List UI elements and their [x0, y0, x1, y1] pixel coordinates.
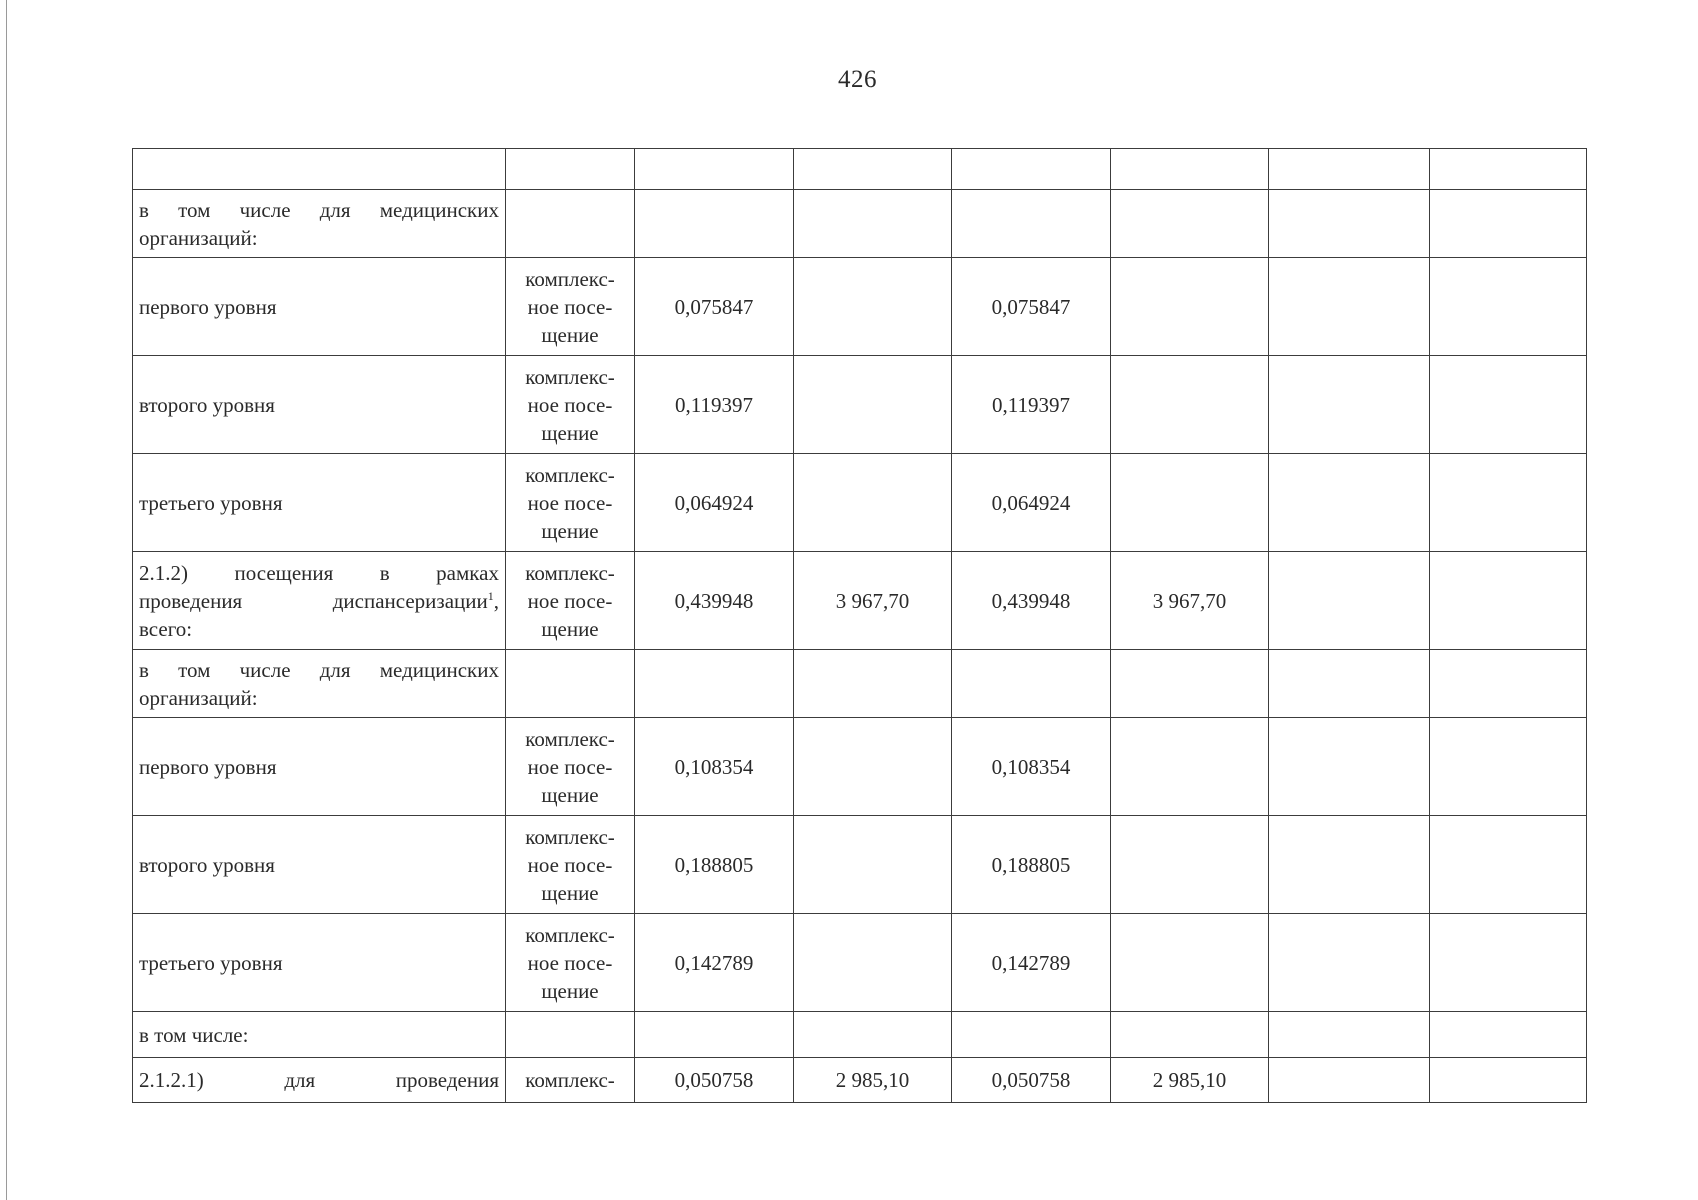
cell-value: [1430, 149, 1587, 190]
cell-value: [635, 149, 794, 190]
cell-value: 0,439948: [952, 552, 1111, 650]
unit-line: комплекс-: [525, 824, 615, 849]
cell-value: [1430, 454, 1587, 552]
cell-value: [1430, 650, 1587, 718]
cell-value: 0,075847: [952, 258, 1111, 356]
cell-value: [794, 454, 952, 552]
row-label-line: [139, 587, 499, 615]
cell-value: [794, 149, 952, 190]
cell-unit: [506, 1012, 635, 1058]
unit-line: комплекс-: [525, 922, 615, 947]
cell-value: [794, 190, 952, 258]
cell-unit: [506, 816, 635, 914]
unit-line: щение: [541, 616, 599, 641]
table-row: [133, 816, 1587, 914]
cell-value: [1430, 190, 1587, 258]
cell-value: 0,119397: [952, 356, 1111, 454]
cell-value: 0,075847: [635, 258, 794, 356]
unit-line: щение: [541, 322, 599, 347]
cell-unit: [506, 552, 635, 650]
cell-unit: [506, 190, 635, 258]
cell-unit: [506, 718, 635, 816]
cell-value: [1111, 258, 1269, 356]
unit-line: ное посе-: [527, 490, 613, 515]
cell-name: [133, 552, 506, 650]
cell-value: [1111, 650, 1269, 718]
table-row: [133, 454, 1587, 552]
cell-value: [1111, 190, 1269, 258]
cell-value: [1430, 258, 1587, 356]
cell-name: первого уровня: [133, 258, 506, 356]
row-label-line: в том числе для медицинских: [139, 197, 499, 222]
cell-unit: [506, 149, 635, 190]
cell-unit: [506, 650, 635, 718]
cell-name: третьего уровня: [133, 454, 506, 552]
cell-unit: [506, 356, 635, 454]
unit-line: ное посе-: [527, 392, 613, 417]
cell-value: [1269, 816, 1430, 914]
cell-value: 0,142789: [952, 914, 1111, 1012]
cell-value: [1269, 356, 1430, 454]
cell-name: первого уровня: [133, 718, 506, 816]
unit-line: щение: [541, 978, 599, 1003]
row-label-text: проведения диспансеризации: [139, 588, 488, 613]
cell-value: 3 967,70: [1111, 552, 1269, 650]
cell-value: [1269, 258, 1430, 356]
cell-value: 0,050758: [952, 1058, 1111, 1103]
cell-value: 2 985,10: [1111, 1058, 1269, 1103]
table-row: [133, 914, 1587, 1012]
cell-name: в том числе:: [133, 1012, 506, 1058]
cell-value: [1111, 454, 1269, 552]
cell-value: [1430, 816, 1587, 914]
footnote-marker: 1: [487, 588, 494, 603]
unit-line: щение: [541, 880, 599, 905]
cell-value: 2 985,10: [794, 1058, 952, 1103]
table-row: [133, 190, 1587, 258]
cell-value: [1269, 454, 1430, 552]
cell-value: 0,064924: [952, 454, 1111, 552]
row-label-line: в том числе для медицинских: [139, 657, 499, 682]
table-row: [133, 1058, 1587, 1103]
cell-value: 0,119397: [635, 356, 794, 454]
row-label-line: организаций:: [139, 225, 258, 250]
cell-value: 0,064924: [635, 454, 794, 552]
cell-value: [1111, 718, 1269, 816]
cell-value: 3 967,70: [794, 552, 952, 650]
cell-unit: [506, 1058, 635, 1103]
cell-value: [1430, 552, 1587, 650]
unit-line: щение: [541, 518, 599, 543]
cell-value: [1430, 718, 1587, 816]
cell-value: [952, 190, 1111, 258]
row-label-punctuation: ,: [493, 588, 499, 613]
cell-value: [1269, 149, 1430, 190]
unit-line: ное посе-: [527, 950, 613, 975]
row-label-line: 2.1.2.1) для проведения: [139, 1068, 499, 1092]
cell-value: [1269, 914, 1430, 1012]
cell-value: 0,188805: [952, 816, 1111, 914]
table-row: [133, 258, 1587, 356]
cell-value: 0,188805: [635, 816, 794, 914]
cell-value: [1111, 816, 1269, 914]
cell-name: [133, 1058, 506, 1103]
table-row: [133, 1012, 1587, 1058]
cell-value: [794, 914, 952, 1012]
cell-value: 0,142789: [635, 914, 794, 1012]
cell-value: [952, 1012, 1111, 1058]
cell-name: [133, 149, 506, 190]
cell-value: [794, 356, 952, 454]
cell-unit: [506, 454, 635, 552]
cell-name: второго уровня: [133, 356, 506, 454]
row-label-line: организаций:: [139, 685, 258, 710]
unit-line: комплекс-: [525, 726, 615, 751]
unit-line: щение: [541, 782, 599, 807]
cell-value: [635, 1012, 794, 1058]
table-row: [133, 718, 1587, 816]
cell-value: [1111, 356, 1269, 454]
cell-value: [794, 258, 952, 356]
table-row: [133, 552, 1587, 650]
cell-unit: [506, 914, 635, 1012]
unit-line: комплекс-: [525, 266, 615, 291]
cell-value: 0,108354: [635, 718, 794, 816]
row-label-line: всего:: [139, 616, 193, 641]
unit-line: ное посе-: [527, 754, 613, 779]
cell-value: [952, 650, 1111, 718]
unit-line: комплекс-: [525, 1068, 615, 1092]
cell-value: [1111, 149, 1269, 190]
cell-value: 0,439948: [635, 552, 794, 650]
cell-value: [635, 650, 794, 718]
unit-line: ное посе-: [527, 852, 613, 877]
cell-name: третьего уровня: [133, 914, 506, 1012]
cell-value: [1111, 1012, 1269, 1058]
cell-value: [794, 718, 952, 816]
table-row: [133, 149, 1587, 190]
cell-value: [1269, 718, 1430, 816]
row-label-line: 2.1.2) посещения в рамках: [139, 560, 499, 585]
cell-value: [1430, 1058, 1587, 1103]
cell-value: [1269, 190, 1430, 258]
table-row: [133, 356, 1587, 454]
unit-line: ное посе-: [527, 588, 613, 613]
cell-value: [1269, 1058, 1430, 1103]
cell-value: [1269, 650, 1430, 718]
cell-unit: [506, 258, 635, 356]
unit-line: комплекс-: [525, 364, 615, 389]
cell-value: [794, 816, 952, 914]
cell-value: [635, 190, 794, 258]
unit-line: комплекс-: [525, 560, 615, 585]
cell-value: [1430, 1012, 1587, 1058]
cell-value: 0,108354: [952, 718, 1111, 816]
cell-value: [794, 1012, 952, 1058]
cell-value: 0,050758: [635, 1058, 794, 1103]
unit-line: ное посе-: [527, 294, 613, 319]
page-left-edge: [6, 0, 7, 1200]
cell-value: [952, 149, 1111, 190]
cell-value: [1430, 914, 1587, 1012]
unit-line: комплекс-: [525, 462, 615, 487]
cell-value: [1269, 552, 1430, 650]
cell-value: [794, 650, 952, 718]
unit-line: щение: [541, 420, 599, 445]
cell-value: [1111, 914, 1269, 1012]
table-row: [133, 650, 1587, 718]
cell-value: [1269, 1012, 1430, 1058]
cell-value: [1430, 356, 1587, 454]
cell-name: [133, 650, 506, 718]
page-number: 426: [838, 66, 877, 93]
cell-name: второго уровня: [133, 816, 506, 914]
cell-name: [133, 190, 506, 258]
standards-table: [132, 148, 1587, 1103]
